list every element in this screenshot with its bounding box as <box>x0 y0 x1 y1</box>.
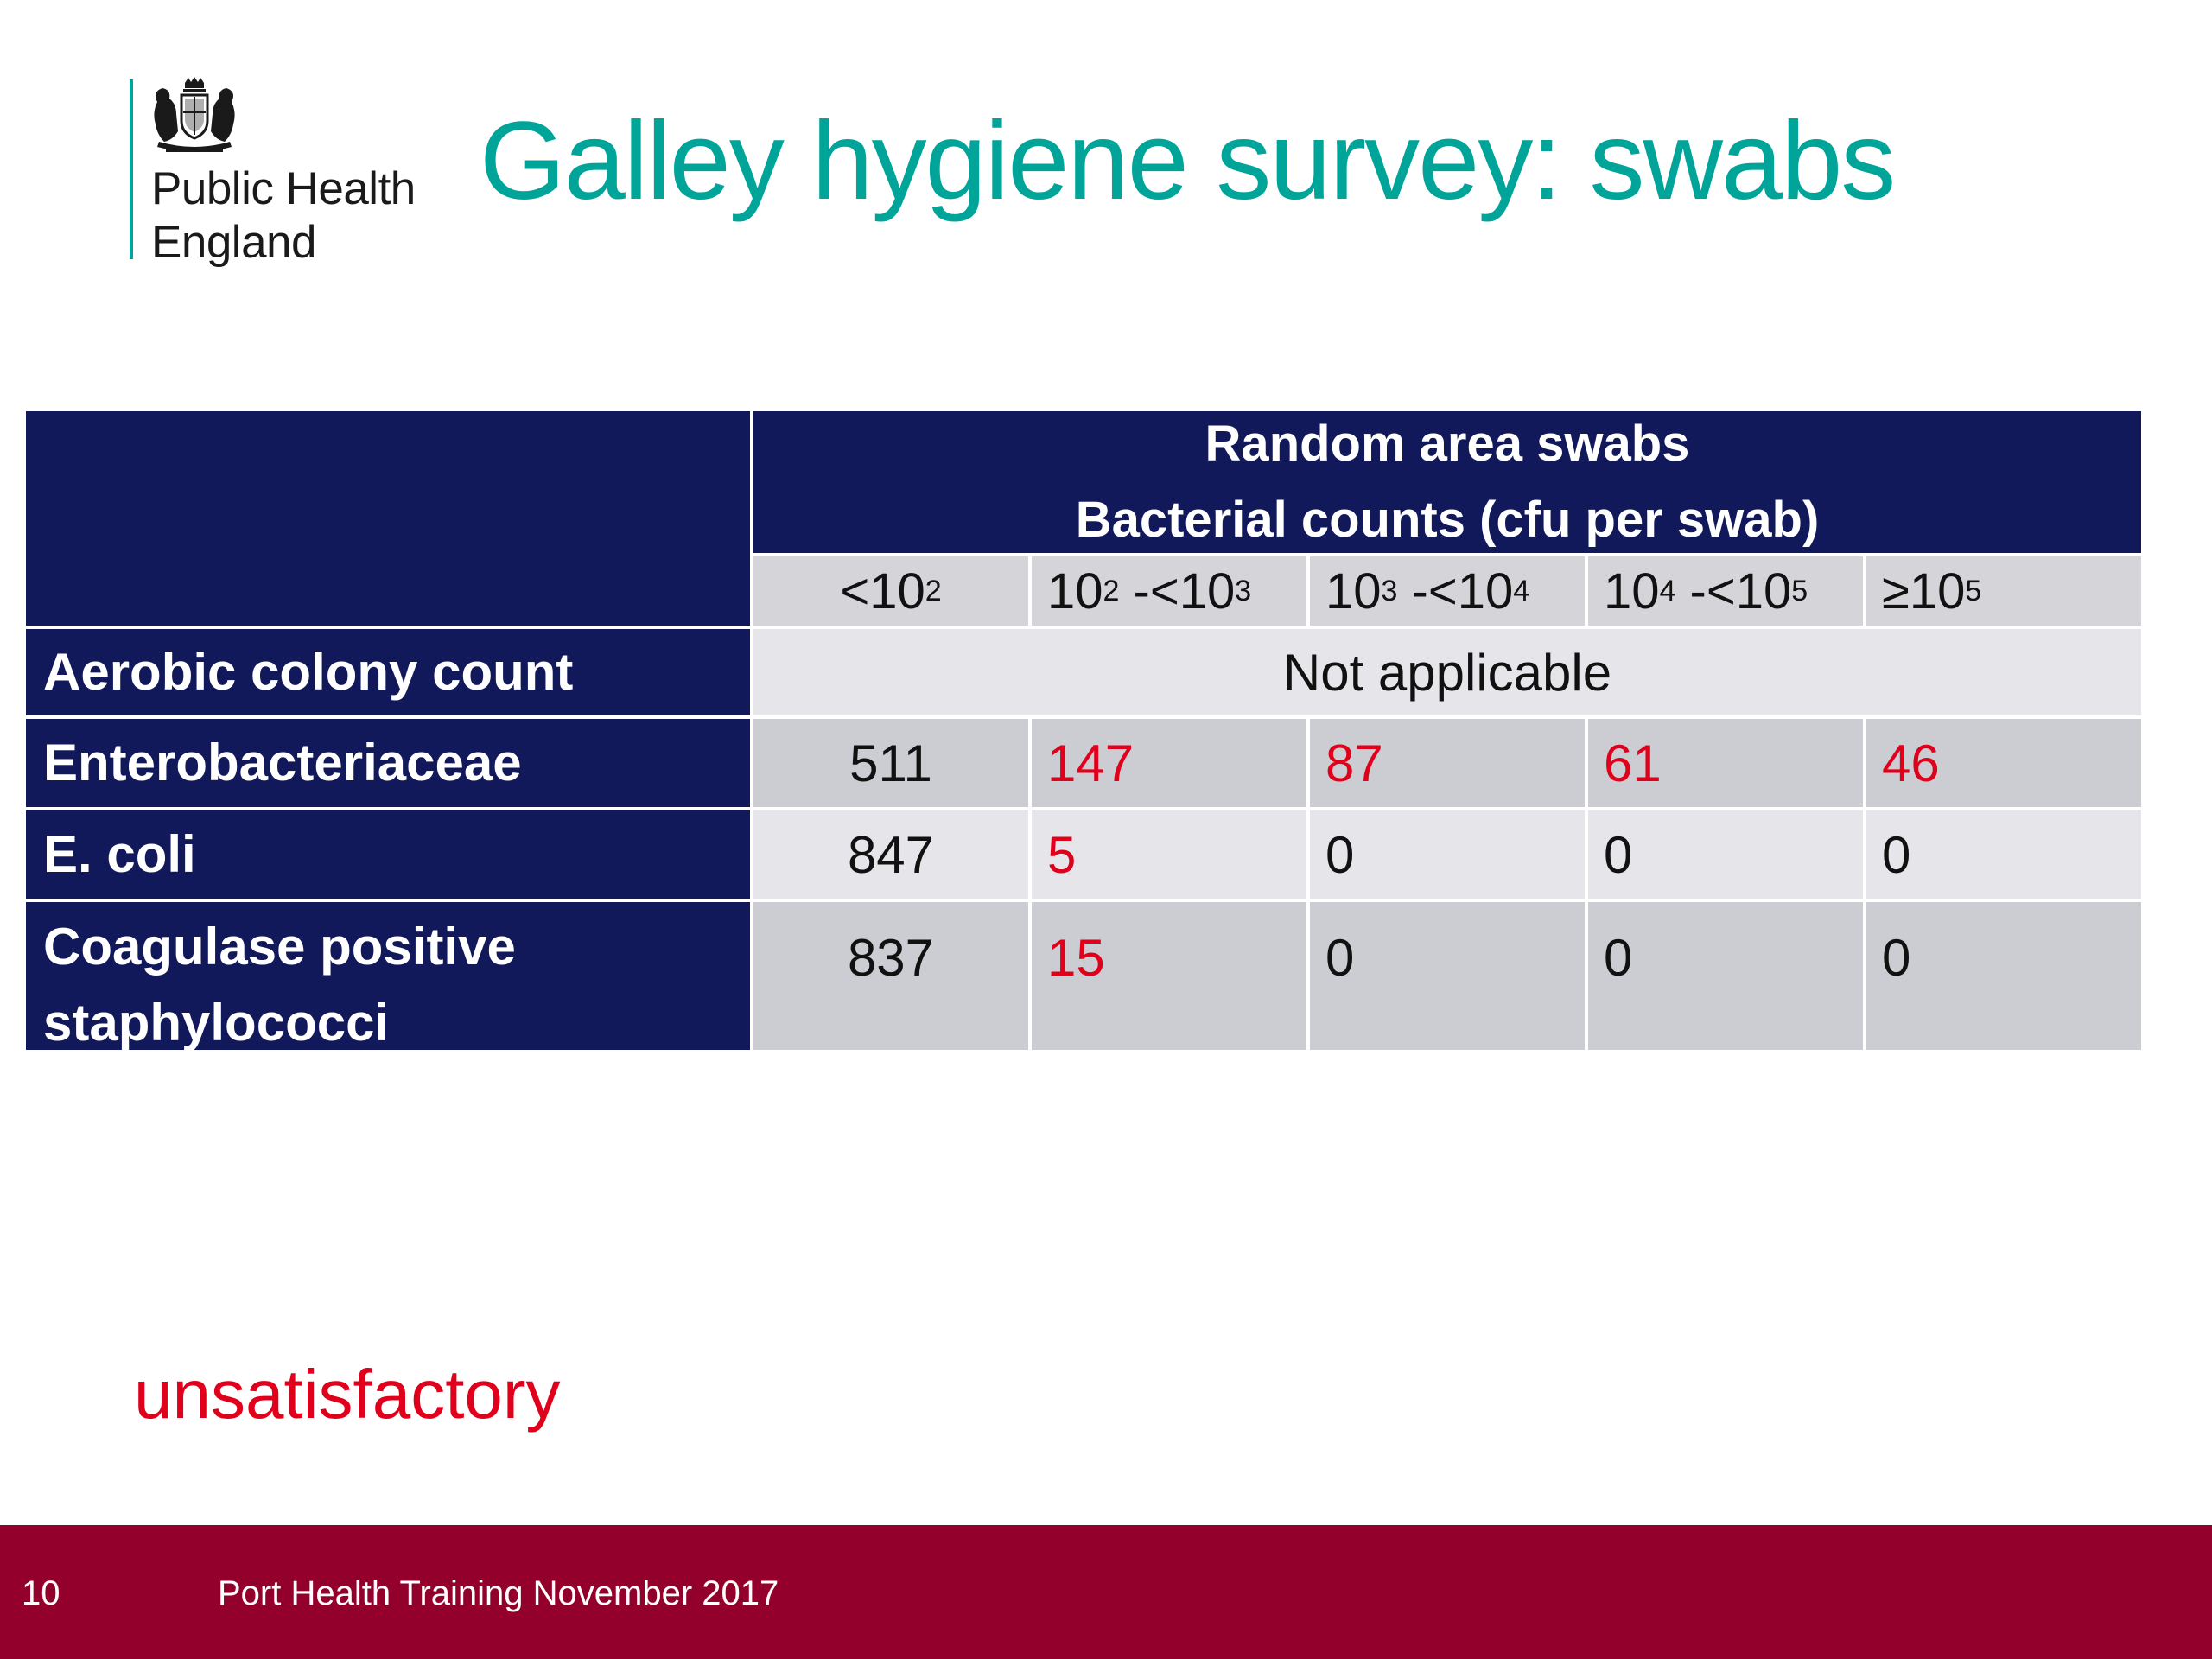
page-number: 10 <box>22 1574 60 1612</box>
row-label-line1: Coagulase positive <box>43 918 516 976</box>
organisation-name-line1: Public Health <box>151 163 416 214</box>
table-cell: 0 <box>1588 810 1863 899</box>
royal-coat-of-arms-icon <box>147 76 242 156</box>
table-cell: 847 <box>753 810 1028 899</box>
row-label-line2: staphylococci <box>43 994 390 1052</box>
table-header <box>753 411 2141 553</box>
not-applicable-cell: Not applicable <box>753 629 2141 715</box>
slide-title: Galley hygiene survey: swabs <box>480 99 1895 223</box>
row-label-aerobic-colony-count: Aerobic colony count <box>26 629 750 715</box>
table-header-line1: Random area swabs <box>1205 416 1690 472</box>
range-header: 10 2 -<10 3 <box>1032 556 1306 626</box>
results-table <box>26 411 2134 1052</box>
table-cell-unsatisfactory: 147 <box>1032 719 1306 807</box>
table-cell-unsatisfactory: 87 <box>1310 719 1585 807</box>
row-label-enterobacteriaceae: Enterobacteriaceae <box>26 719 750 807</box>
table-cell-unsatisfactory: 15 <box>1032 902 1306 1050</box>
table-cell: 511 <box>753 719 1028 807</box>
table-cell-unsatisfactory: 46 <box>1866 719 2141 807</box>
table-header-line2: Bacterial counts (cfu per swab) <box>1075 492 1820 548</box>
range-header: <10 2 <box>753 556 1028 626</box>
table-cell: 0 <box>1310 810 1585 899</box>
logo-divider <box>130 79 133 259</box>
legend-unsatisfactory: unsatisfactory <box>134 1356 561 1433</box>
range-header: ≥10 5 <box>1866 556 2141 626</box>
row-label-e-coli: E. coli <box>26 810 750 899</box>
footer-text: Port Health Training November 2017 <box>218 1574 779 1612</box>
table-cell: 0 <box>1866 810 2141 899</box>
table-header-corner <box>26 411 750 626</box>
table-cell: 0 <box>1866 902 2141 1050</box>
table-cell-unsatisfactory: 61 <box>1588 719 1863 807</box>
table-cell: 0 <box>1310 902 1585 1050</box>
table-cell: 0 <box>1588 902 1863 1050</box>
row-label-coagulase-positive-staphylococci <box>26 902 750 1050</box>
organisation-name <box>151 162 416 270</box>
table-cell: 837 <box>753 902 1028 1050</box>
table-cell-unsatisfactory: 5 <box>1032 810 1306 899</box>
range-header: 10 4 -<10 5 <box>1588 556 1863 626</box>
range-header: 10 3 -<10 4 <box>1310 556 1585 626</box>
organisation-name-line2: England <box>151 217 317 268</box>
